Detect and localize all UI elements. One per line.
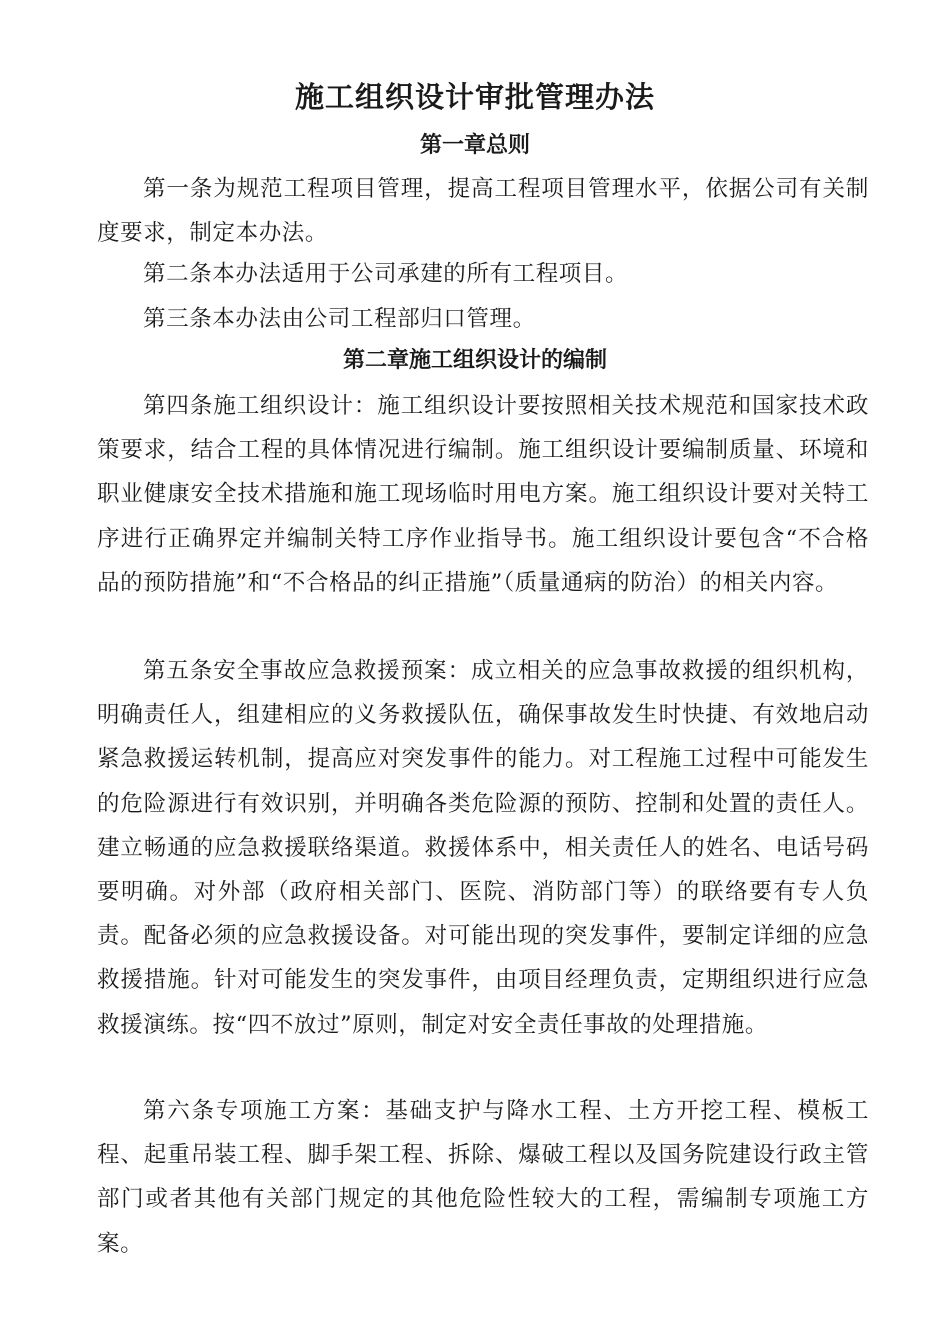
article-2: 第二条本办法适用于公司承建的所有工程项目。 bbox=[143, 261, 629, 287]
article-5: 第五条安全事故应急救援预案：成立相关的应急事故救援的组织机构，明确责任人，组建相应的义务救援队伍，确保事故发生时快捷、有效地启动紧急救援运转机制，提高应对突发事件的能力。对工程施工过程中可能发生的危险源进行有效识别，并明确各类危险源的预防、控制和处置的责任人。建立畅通的应急救援联络渠道。救援体系中，相关责任人的姓名、电话号码要明确。对外部（政府相关部门、医院、消防部门等）的联络要有专人负责。配备必须的应急救援设备。对可能出现的突发事件，要制定详细的应急救援措施。针对可能发生的突发事件，由项目经理负责，定期组织进行应急救援演练。按“四不放过”原则，制定对安全责任事故的处理措施。 bbox=[97, 658, 869, 1038]
article-3: 第三条本办法由公司工程部归口管理。 bbox=[143, 306, 536, 332]
article-4: 第四条施工组织设计：施工组织设计要按照相关技术规范和国家技术政策要求，结合工程的具体情况进行编制。施工组织设计要编制质量、环境和职业健康安全技术措施和施工现场临时用电方案。施工组织设计要对关特工序进行正确界定并编制关特工序作业指导书。施工组织设计要包含“不合格品的预防措施”和“不合格品的纠正措施”（质量通病的防治）的相关内容。 bbox=[97, 393, 869, 596]
chapter-heading-1: 第一章总则 bbox=[419, 132, 530, 158]
document-title: 施工组织设计审批管理办法 bbox=[294, 80, 655, 114]
chapter-heading-2: 第二章施工组织设计的编制 bbox=[342, 347, 607, 373]
article-6: 第六条专项施工方案：基础支护与降水工程、土方开挖工程、模板工程、起重吊装工程、脚手架工程、拆除、爆破工程以及国务院建设行政主管部门或者其他有关部门规定的其他危险性较大的工程，需编制专项施工方案。 bbox=[97, 1098, 869, 1257]
article-1: 第一条为规范工程项目管理，提高工程项目管理水平，依据公司有关制度要求，制定本办法。 bbox=[97, 176, 869, 247]
